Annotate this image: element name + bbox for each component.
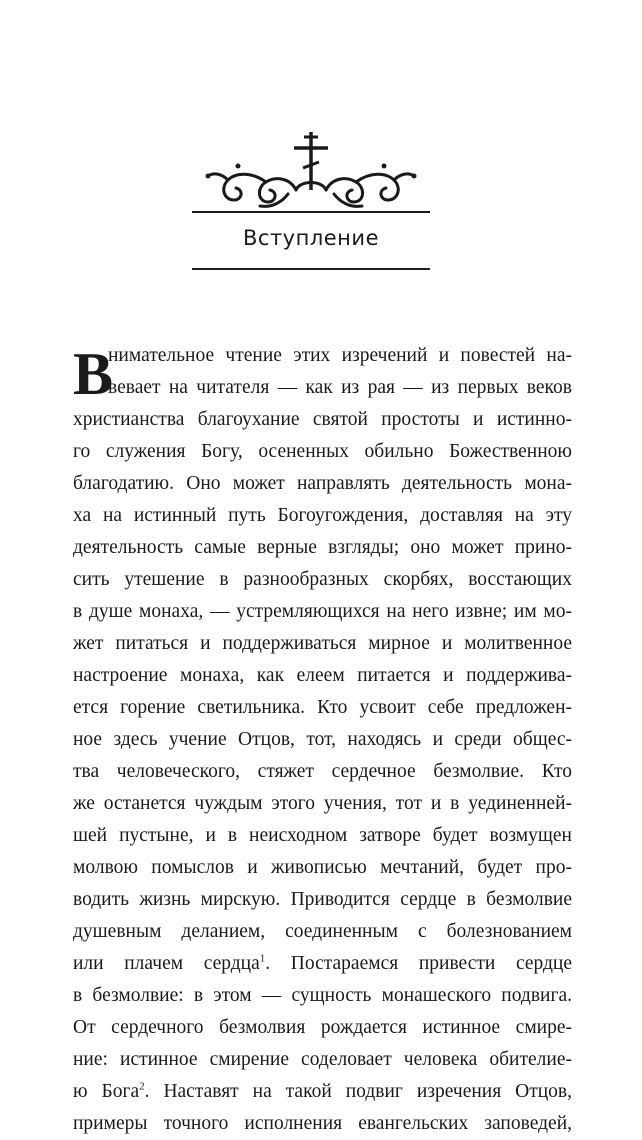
text-line: в безмолвие: в этом — сущность монашеского подвига. bbox=[73, 985, 572, 1006]
text-line: настроение монаха, как елеем питается и поддержива- bbox=[73, 665, 572, 686]
text-segment: или плачем сердца bbox=[73, 953, 260, 974]
text-line: нимательное чтение этих изречений и повестей на- bbox=[108, 345, 572, 366]
text-line: молвою помыслов и живописью мечтаний, будет про- bbox=[73, 857, 572, 878]
text-line: водить жизнь мирскую. Приводится сердце в безмолвие bbox=[73, 889, 572, 910]
text-line: примеры точного исполнения евангельских заповедей, bbox=[73, 1113, 572, 1134]
text-line: ха на истинный путь Богоугождения, доставляя на эту bbox=[73, 505, 572, 526]
text-line: ние: истинное смирение соделовает человека обителие- bbox=[73, 1049, 572, 1070]
cross-ornament-icon bbox=[192, 128, 430, 218]
text-segment: . Постараемся привести сердце bbox=[265, 953, 573, 974]
text-line: в душе монаха, — устремляющихся на него извне; им мо- bbox=[73, 601, 572, 622]
text-line: благодатию. Оно может направлять деятельность мона- bbox=[73, 473, 572, 494]
text-line: тва человеческого, стяжет сердечное безмолвие. Кто bbox=[73, 761, 572, 782]
text-line bbox=[73, 1076, 572, 1108]
text-line: деятельность самые верные взгляды; оно может прино- bbox=[73, 537, 572, 558]
text-line: жет питаться и поддерживаться мирное и молитвенное bbox=[73, 633, 572, 654]
heading-rule bbox=[192, 268, 430, 270]
chapter-heading: Вступление bbox=[243, 226, 379, 250]
text-line: го служения Богу, осененных обильно Божественною bbox=[73, 441, 572, 462]
text-line bbox=[73, 948, 572, 980]
text-line: ется горение светильника. Кто усвоит себе предложен- bbox=[73, 697, 572, 718]
text-line: же останется чуждым этого учения, тот и в уединенней- bbox=[73, 793, 572, 814]
footnote-marker[interactable]: 1 bbox=[259, 952, 266, 965]
text-line: От сердечного безмолвия рождается истинное смире- bbox=[73, 1017, 572, 1038]
text-segment: . Наставят на такой подвиг изречения Отцов, bbox=[144, 1081, 573, 1102]
text-line: шей пустыне, и в неисходном затворе будет возмущен bbox=[73, 825, 572, 846]
footnote-marker[interactable]: 2 bbox=[139, 1080, 145, 1093]
text-line: вевает на читателя — как из рая — из первых веков bbox=[108, 377, 572, 398]
text-line: душевным деланием, соединенным с болезнованием bbox=[73, 921, 572, 942]
drop-cap: В bbox=[73, 341, 114, 407]
text-line: ное здесь учение Отцов, тот, находясь и среди общес- bbox=[73, 729, 572, 750]
text-segment: ю Бога bbox=[73, 1081, 140, 1102]
text-line: сить утешение в разнообразных скорбях, восстающих bbox=[73, 569, 572, 590]
text-line: христианства благоухание святой простоты и истинно- bbox=[73, 409, 572, 430]
body-paragraph bbox=[73, 340, 572, 1140]
